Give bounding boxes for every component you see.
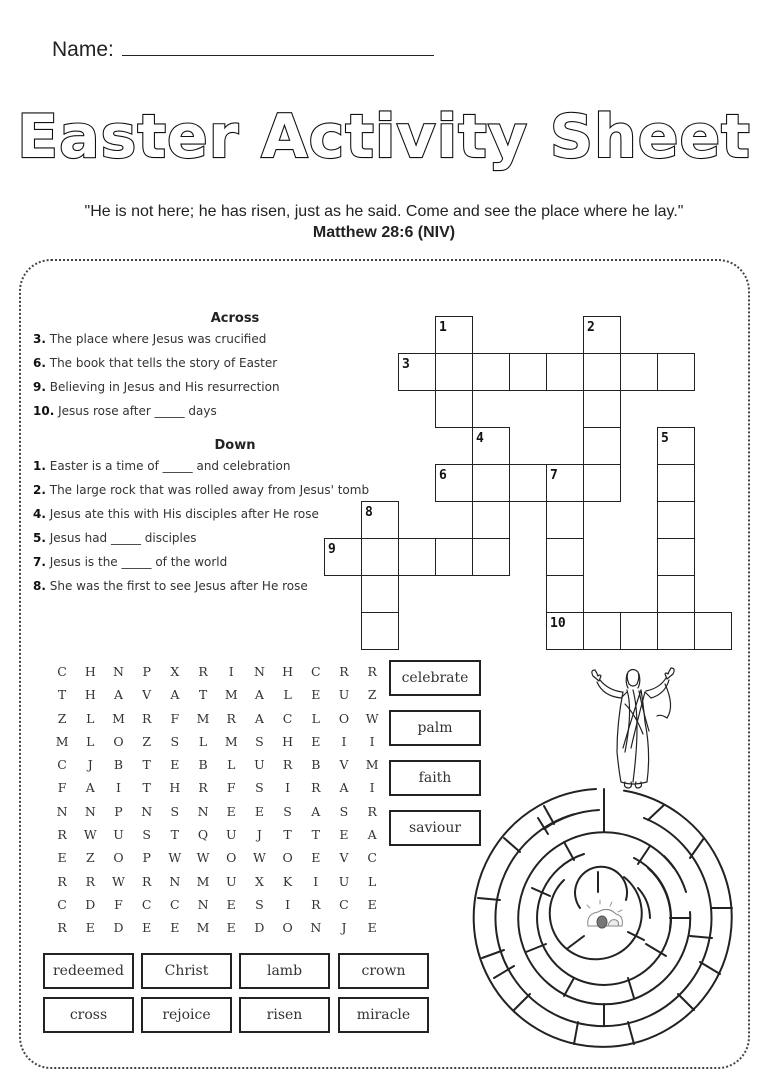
word-search-letter[interactable]: H [84,664,96,679]
crossword-cell[interactable] [694,612,732,650]
word-box-faith: faith [389,760,481,796]
crossword-cell[interactable] [398,538,436,576]
word-search-letter[interactable]: C [57,896,67,912]
clue-text: She was the first to see Jesus after He rose [49,579,308,593]
word-search-letter[interactable]: F [226,780,236,796]
word-search-letter[interactable]: H [282,733,294,749]
word-box-rejoice: rejoice [141,997,232,1033]
word-search-letter[interactable]: H [169,780,181,796]
clue-text: Believing in Jesus and His resurrection [49,380,280,394]
word-search-letter[interactable]: I [313,873,319,889]
crossword-cell[interactable] [583,316,621,354]
word-box-crown: crown [338,953,429,989]
word-search-letter[interactable]: P [142,850,151,866]
word-search-letter[interactable]: M [196,710,210,726]
crossword-cell[interactable] [361,612,399,650]
across-clue [33,380,280,394]
word-search-letter[interactable]: P [142,664,151,679]
word-search-letter[interactable]: A [170,687,180,703]
word-search-letter[interactable]: I [369,733,375,749]
crossword-clue-number: 6 [439,468,447,483]
word-search-letter[interactable]: F [57,780,67,796]
crossword-clue-number: 4 [476,431,484,446]
crossword-cell[interactable] [546,501,584,539]
word-search-letter[interactable]: N [197,803,209,819]
clue-number: 2. [33,483,46,497]
word-search-letter[interactable]: A [254,710,264,726]
word-search-letter[interactable]: R [367,803,377,819]
word-box-risen: risen [239,997,330,1033]
word-search-letter[interactable]: N [113,664,124,679]
word-search-letter[interactable]: E [170,920,180,936]
clue-number: 7. [33,555,46,569]
word-search-letter[interactable]: A [113,687,123,703]
name-label: Name: [52,38,114,61]
crossword-clue-number: 3 [402,357,410,372]
word-search-letter[interactable]: W [252,850,266,866]
word-search-letter[interactable]: T [198,687,208,703]
crossword-cell[interactable] [509,464,547,502]
crossword-cell[interactable] [324,538,362,576]
word-search-letter[interactable]: A [339,780,349,796]
word-search-letter[interactable]: R [226,710,236,726]
word-search-letter[interactable]: S [255,780,264,796]
crossword-cell[interactable] [546,464,584,502]
word-search-letter[interactable]: T [142,780,151,796]
word-search-letter[interactable]: W [168,850,182,866]
crossword-cell[interactable] [361,575,399,613]
word-search-letter[interactable]: S [170,733,180,749]
word-search-letter[interactable]: J [341,920,347,936]
crossword-cell[interactable] [435,464,473,502]
crossword-cell[interactable] [657,427,695,465]
word-search-letter[interactable]: X [254,873,264,889]
word-box-redeemed: redeemed [43,953,134,989]
crossword-cell[interactable] [583,427,621,465]
word-search-letter[interactable]: T [142,757,151,773]
word-search-letter[interactable]: L [198,733,208,749]
word-search-letter[interactable]: O [338,710,350,726]
word-search-letter[interactable]: M [196,873,210,889]
crossword-cell[interactable] [398,353,436,391]
word-search-letter[interactable]: M [224,687,238,703]
down-heading: Down [214,438,256,453]
word-search-letter[interactable]: E [226,803,236,819]
word-search-letter[interactable]: O [282,920,293,936]
down-clue [33,555,227,569]
word-search-letter[interactable]: E [311,733,321,749]
word-search-letter[interactable]: M [112,710,125,726]
word-search-letter[interactable]: H [282,664,294,679]
word-search-letter[interactable]: R [141,873,152,889]
word-search-letter[interactable]: C [170,896,180,912]
crossword-cell[interactable] [472,501,510,539]
word-search-letter[interactable]: E [226,920,236,936]
word-search-letter[interactable]: Z [367,687,377,703]
crossword-clue-number: 7 [550,468,558,483]
word-search-letter[interactable]: I [369,780,375,796]
across-clue [33,332,266,346]
crossword-cell[interactable] [435,538,473,576]
quote-reference: Matthew 28:6 (NIV) [312,224,456,241]
word-search-letter[interactable]: T [311,827,320,843]
word-search-letter[interactable]: R [198,664,208,679]
word-search-letter[interactable]: U [338,873,350,889]
word-search-letter[interactable]: K [282,873,293,889]
word-search-letter[interactable]: V [339,850,349,866]
word-search-letter[interactable]: R [339,664,349,679]
crossword-cell[interactable] [583,390,621,428]
word-search-letter[interactable]: U [225,827,237,843]
clue-number: 3. [33,332,46,346]
word-search-letter[interactable]: D [254,920,265,936]
crossword-clue-number: 10 [550,616,566,631]
word-search-letter[interactable]: U [113,827,124,843]
crossword-cell[interactable] [472,464,510,502]
word-search-letter[interactable]: F [114,896,123,912]
word-search-letter[interactable]: R [282,757,293,773]
crossword-cell[interactable] [620,612,658,650]
clue-text: The place where Jesus was crucified [49,332,267,346]
word-search-letter[interactable]: U [254,757,265,773]
crossword-cell[interactable] [435,390,473,428]
crossword-cell[interactable] [435,353,473,391]
word-search-letter[interactable]: R [57,873,67,889]
crossword-cell[interactable] [546,353,584,391]
word-search-letter[interactable]: N [197,896,209,912]
word-search-letter[interactable]: R [311,896,321,912]
clue-text: The book that tells the story of Easter [49,356,278,370]
word-search-letter[interactable]: W [196,850,210,866]
word-search-letter[interactable]: T [283,827,292,843]
word-search-letter[interactable]: X [170,664,180,679]
word-search-letter[interactable]: W [112,873,125,889]
word-search-letter[interactable]: N [310,920,322,936]
crossword-cell[interactable] [583,464,621,502]
circular-maze [472,786,736,1050]
across-clue [33,356,277,370]
down-clue [33,483,369,497]
word-search-letter[interactable]: R [85,873,95,889]
word-search-letter[interactable]: E [142,920,152,936]
word-search-letter[interactable]: N [169,873,181,889]
across-clue [33,404,217,418]
word-search-letter[interactable]: S [339,803,349,819]
down-clue [33,507,319,521]
clue-text: Jesus had _____ disciples [49,531,197,545]
crossword-cell[interactable] [620,353,658,391]
word-search-letter[interactable]: R [367,664,377,679]
word-box-lamb: lamb [239,953,330,989]
word-search-letter[interactable]: M [55,733,69,749]
word-search-letter[interactable]: M [365,757,379,773]
word-search-letter[interactable]: R [57,920,67,936]
word-search-letter[interactable]: Q [197,827,209,843]
word-search-letter[interactable]: B [311,757,321,773]
clue-number: 1. [33,459,46,473]
crossword-cell[interactable] [509,353,547,391]
word-search-letter[interactable]: C [141,896,152,912]
word-search-letter[interactable]: V [339,757,349,773]
word-search-letter[interactable]: E [339,827,349,843]
crossword-cell[interactable] [657,501,695,539]
crossword-cell[interactable] [546,575,584,613]
word-search-letter[interactable]: E [226,896,236,912]
clue-text: The large rock that was rolled away from Jesus' tomb [49,483,370,497]
across-heading: Across [210,311,260,326]
word-search-letter[interactable]: L [86,710,95,726]
word-search-letter[interactable]: Z [57,710,67,726]
name-field[interactable] [52,38,434,62]
word-search-letter[interactable]: W [365,710,379,726]
word-search-letter[interactable]: E [367,896,377,912]
clue-number: 8. [33,579,46,593]
crossword-cell[interactable] [657,575,695,613]
word-search-letter[interactable]: M [224,733,238,749]
word-search-letter[interactable]: W [83,827,97,843]
word-search-letter[interactable]: N [84,803,96,819]
clue-number: 9. [33,380,46,394]
word-search-letter[interactable]: I [285,896,291,912]
word-box-saviour: saviour [389,810,481,846]
word-search-letter[interactable]: C [339,896,349,912]
word-search-letter[interactable]: R [198,780,208,796]
word-search-letter[interactable]: L [283,687,292,703]
name-input-line[interactable] [122,38,434,56]
word-search-letter[interactable]: F [170,710,180,726]
word-search-letter[interactable]: P [114,803,123,819]
word-search-letter[interactable]: T [57,687,67,703]
down-clue [33,459,290,473]
word-search-letter[interactable]: A [85,780,95,796]
word-box-miracle: miracle [338,997,429,1033]
bible-quote: "He is not here; he has risen, just as he said. Come and see the place where he lay." [84,203,684,220]
word-search-letter[interactable]: L [227,757,236,773]
word-search-letter[interactable]: E [170,757,180,773]
word-search-letter[interactable]: E [85,920,95,936]
word-search-letter[interactable]: U [338,687,350,703]
word-search-letter[interactable]: T [170,827,180,843]
word-search-letter[interactable]: E [311,687,321,703]
crossword-cell[interactable] [657,538,695,576]
crossword-cell[interactable] [657,353,695,391]
clue-text: Jesus is the _____ of the world [49,555,228,569]
crossword-cell[interactable] [583,612,621,650]
word-search-letter[interactable]: A [311,803,321,819]
word-search-letter[interactable]: A [367,827,377,843]
word-search-letter[interactable]: J [87,757,93,773]
word-search-letter[interactable]: R [311,780,321,796]
word-search-letter[interactable]: E [254,803,264,819]
word-search-letter[interactable]: H [84,687,96,703]
word-search-grid [48,660,386,940]
word-search-letter[interactable]: V [142,687,152,703]
word-search-letter[interactable]: C [310,664,321,679]
word-search-letter[interactable]: R [141,710,152,726]
crossword-clue-number: 9 [328,542,336,557]
word-search-letter[interactable]: S [142,827,151,843]
word-search-letter[interactable]: D [85,896,96,912]
word-search-letter[interactable]: N [56,803,68,819]
word-search-letter[interactable]: C [367,850,377,866]
word-search-letter[interactable]: N [141,803,153,819]
crossword-cell[interactable] [361,538,399,576]
crossword-cell[interactable] [546,538,584,576]
crossword-clue-number: 2 [587,320,595,335]
word-search-letter[interactable]: I [115,780,121,796]
word-search-letter[interactable]: C [57,664,67,679]
word-search-letter[interactable]: Z [85,850,95,866]
down-clue [33,579,308,593]
clue-number: 4. [33,507,46,521]
risen-jesus-illustration [583,664,683,794]
word-search-letter[interactable]: C [282,710,293,726]
word-search-letter[interactable]: O [113,733,124,749]
word-search-letter[interactable]: U [225,873,237,889]
crossword-clue-number: 5 [661,431,669,446]
word-search-letter[interactable]: B [113,757,124,773]
crossword-cell[interactable] [472,427,510,465]
clue-number: 6. [33,356,46,370]
word-search-letter[interactable]: B [198,757,208,773]
word-search-letter[interactable]: N [253,664,265,679]
word-search-letter[interactable]: I [341,733,347,749]
crossword-cell[interactable] [657,464,695,502]
crossword-clue-number: 8 [365,505,373,520]
word-search-letter[interactable]: A [254,687,264,703]
crossword-cell[interactable] [657,612,695,650]
crossword-clue-number: 1 [439,320,447,335]
word-search-letter[interactable]: S [283,803,292,819]
word-search-letter[interactable]: C [57,757,67,773]
crossword-cell[interactable] [583,353,621,391]
down-clue [33,531,197,545]
word-box-christ: Christ [141,953,232,989]
word-box-palm: palm [389,710,481,746]
word-search-letter[interactable]: I [285,780,291,796]
crossword-cell[interactable] [435,316,473,354]
word-search-letter[interactable]: L [311,710,320,726]
word-search-letter[interactable]: J [256,827,262,843]
crossword-cell[interactable] [472,538,510,576]
clue-number: 5. [33,531,46,545]
page-title: Easter Activity Sheet [17,102,751,172]
word-box-celebrate: celebrate [389,660,481,696]
clue-number: 10. [33,404,55,418]
word-search-letter[interactable]: M [196,920,210,936]
word-search-letter[interactable]: D [113,920,124,936]
word-search-letter[interactable]: I [228,664,234,679]
word-search-letter[interactable]: S [255,896,264,912]
word-search-letter[interactable]: L [86,733,95,749]
word-search-letter[interactable]: R [57,827,67,843]
word-search-letter[interactable]: E [311,850,321,866]
word-search-letter[interactable]: O [113,850,124,866]
clue-text: Easter is a time of _____ and celebration [49,459,291,473]
clue-text: Jesus rose after _____ days [58,404,217,418]
word-search-letter[interactable]: E [367,920,377,936]
word-search-letter[interactable]: O [282,850,293,866]
crossword-cell[interactable] [472,353,510,391]
word-box-cross: cross [43,997,134,1033]
crossword-cell[interactable] [361,501,399,539]
word-search-letter[interactable]: L [368,873,377,889]
word-search-letter[interactable]: S [255,733,264,749]
crossword-cell[interactable] [546,612,584,650]
word-search-letter[interactable]: E [57,850,67,866]
word-search-letter[interactable]: Z [142,733,151,749]
clue-text: Jesus ate this with His disciples after He rose [49,507,319,521]
empty-tomb-icon [587,900,622,928]
word-search-letter[interactable]: O [226,850,237,866]
word-search-letter[interactable]: S [170,803,180,819]
